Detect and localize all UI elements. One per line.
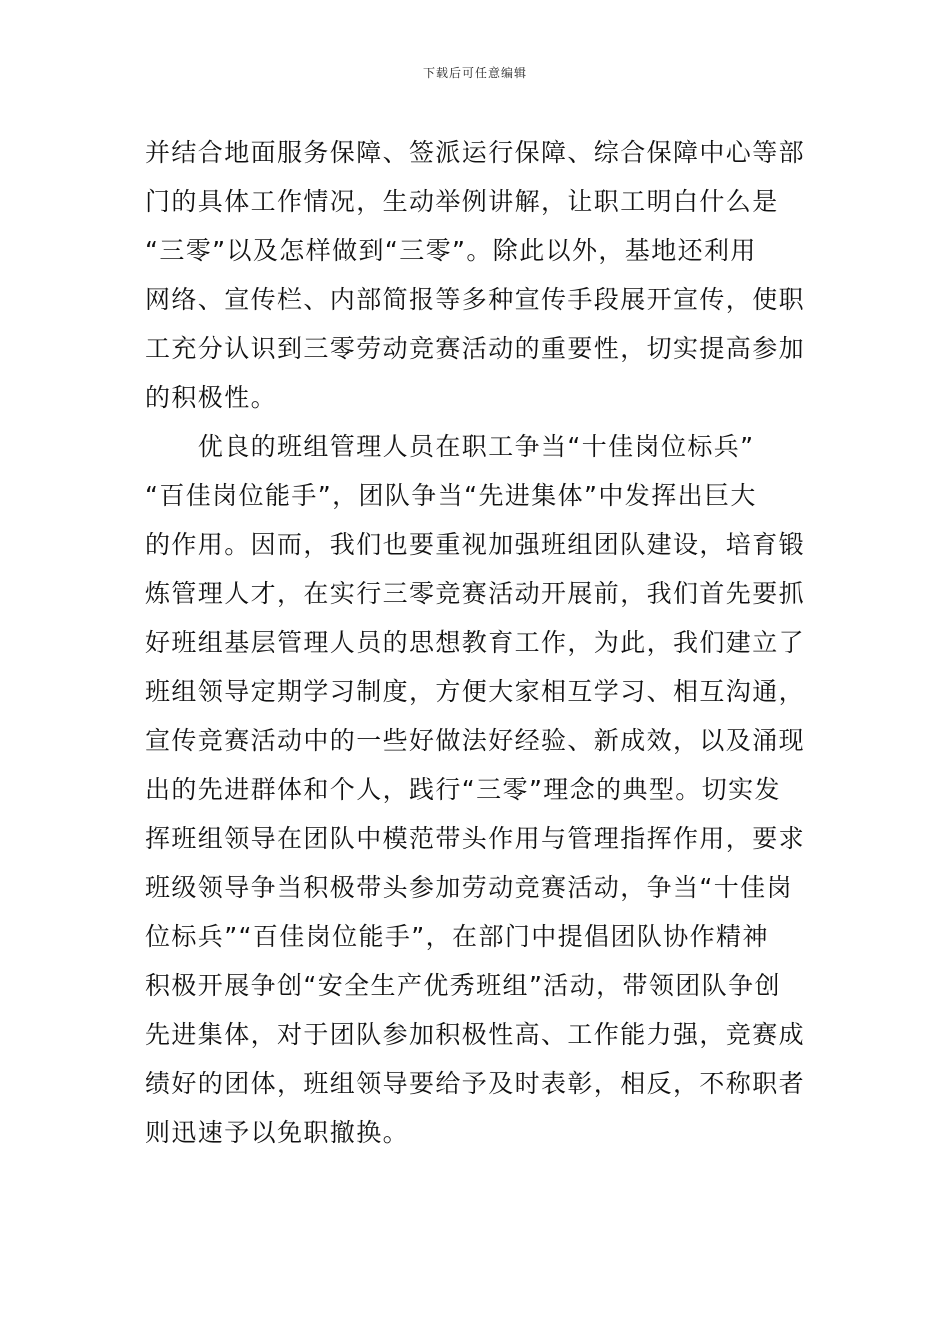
text-line: 优良的班组管理人员在职工争当“十佳岗位标兵” [145,432,755,461]
text-line: 的积极性。 [145,383,278,412]
text-line: “三零”以及怎样做到“三零”。除此以外，基地还利用 [145,236,757,265]
text-line: 工充分认识到三零劳动竞赛活动的重要性，切实提高参加 [145,334,806,363]
text-line: 先进集体，对于团队参加积极性高、工作能力强，竞赛成 [145,1020,806,1049]
text-line: 门的具体工作情况，生动举例讲解，让职工明白什么是 [145,187,779,216]
text-line: 则迅速予以免职撤换。 [145,1118,410,1147]
document-body [145,128,815,1157]
text-line: 并结合地面服务保障、签派运行保障、综合保障中心等部 [145,138,806,167]
text-line: 绩好的团体，班组领导要给予及时表彰，相反，不称职者 [145,1069,806,1098]
text-line: 班组领导定期学习制度，方便大家相互学习、相互沟通， [145,677,806,706]
text-line: 宣传竞赛活动中的一些好做法好经验、新成效，以及涌现 [145,726,806,755]
text-line: 班级领导争当积极带头参加劳动竞赛活动，争当“十佳岗 [145,873,793,902]
paragraph-1 [145,128,815,422]
text-line: 位标兵”“百佳岗位能手”，在部门中提倡团队协作精神 [145,922,769,951]
text-line: 出的先进群体和个人，践行“三零”理念的典型。切实发 [145,775,781,804]
text-line: “百佳岗位能手”，团队争当“先进集体”中发挥出巨大 [145,481,757,510]
page-header: 下载后可任意编辑 [422,66,527,80]
text-line: 炼管理人才，在实行三零竞赛活动开展前，我们首先要抓 [145,579,806,608]
text-line: 网络、宣传栏、内部简报等多种宣传手段展开宣传，使职 [145,285,806,314]
text-line: 挥班组领导在团队中模范带头作用与管理指挥作用，要求 [145,824,806,853]
text-line: 的作用。因而，我们也要重视加强班组团队建设，培育锻 [145,530,806,559]
paragraph-2 [145,422,815,1157]
text-line: 积极开展争创“安全生产优秀班组”活动，带领团队争创 [145,971,781,1000]
text-line: 好班组基层管理人员的思想教育工作，为此，我们建立了 [145,628,806,657]
